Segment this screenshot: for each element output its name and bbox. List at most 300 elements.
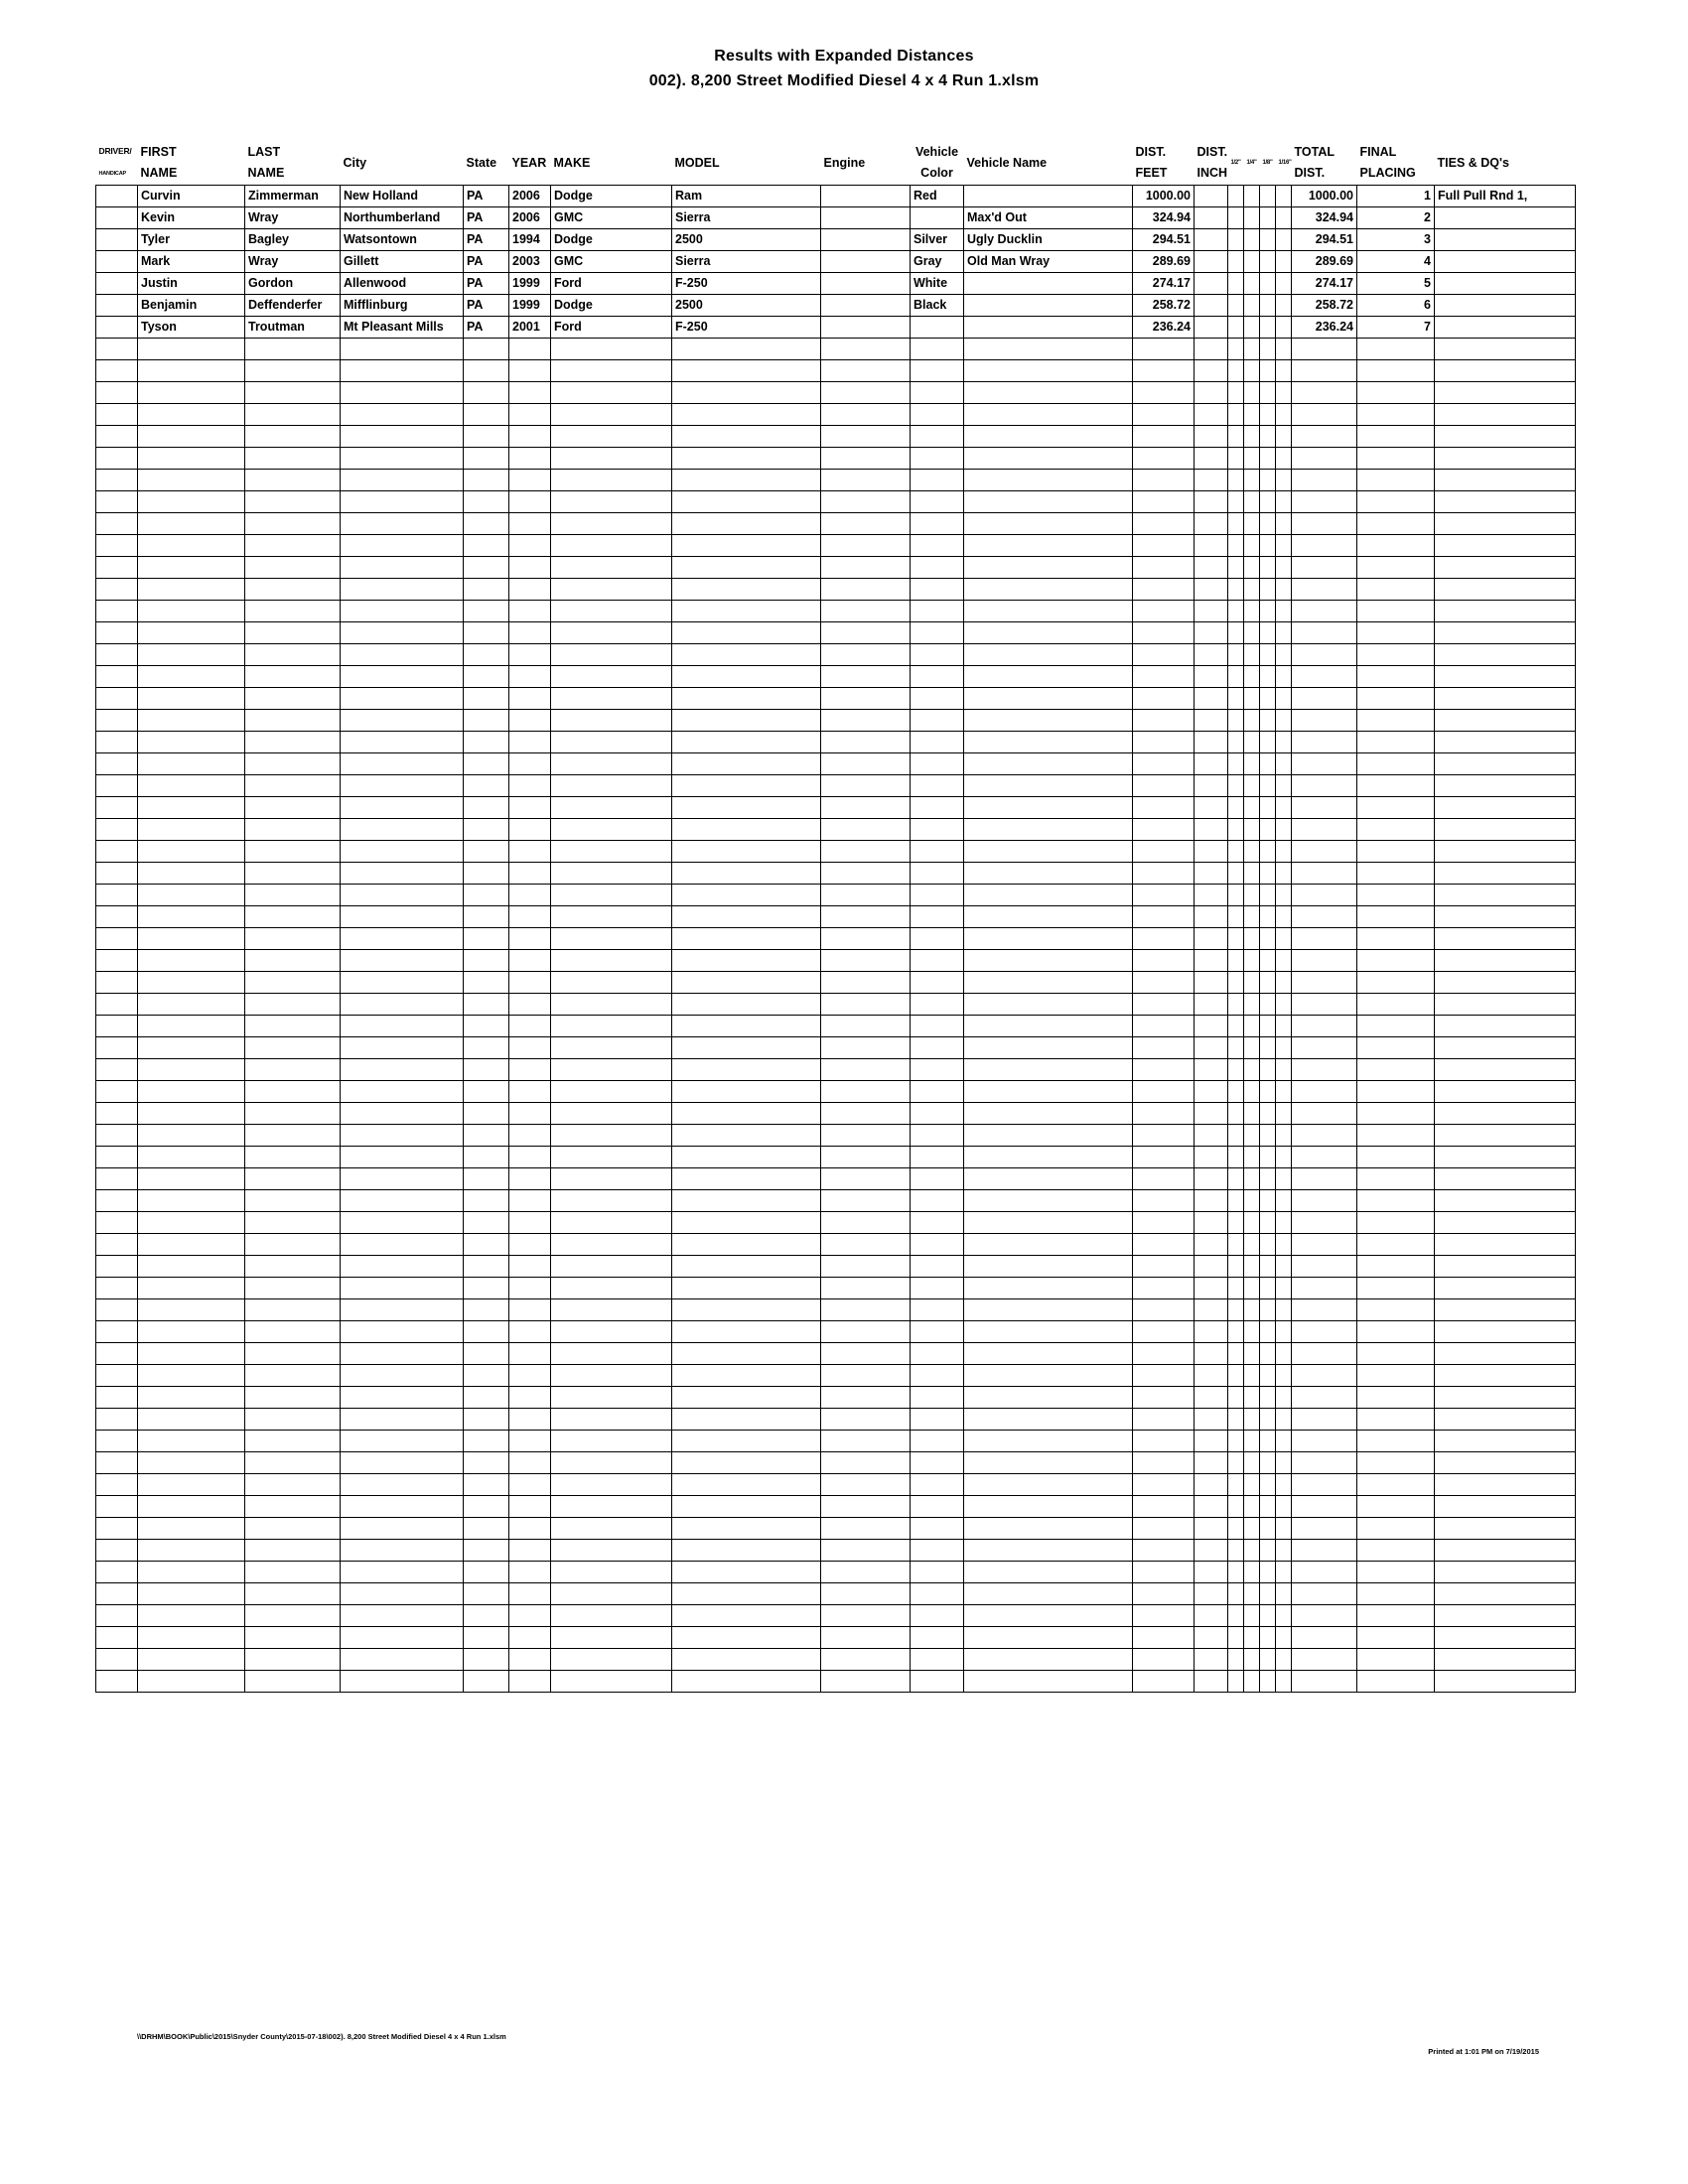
cell-empty: [138, 819, 245, 841]
cell-empty: [1133, 1343, 1195, 1365]
cell-empty: [341, 1540, 464, 1562]
cell-empty: [1244, 382, 1260, 404]
cell-empty: [1435, 622, 1576, 644]
cell-empty: [464, 382, 509, 404]
cell-fraction-half: [1228, 295, 1244, 317]
cell-empty: [1133, 601, 1195, 622]
cell-empty: [1276, 1562, 1292, 1583]
cell-empty: [1276, 1059, 1292, 1081]
cell-empty: [1228, 1168, 1244, 1190]
header-first-name-line1: FIRST: [140, 145, 177, 159]
cell-empty: [1244, 491, 1260, 513]
cell-empty: [341, 1496, 464, 1518]
header-state: State: [466, 155, 497, 170]
table-row-empty: [96, 1562, 1576, 1583]
cell-empty: [1435, 1321, 1576, 1343]
cell-city: New Holland: [341, 186, 464, 207]
cell-empty: [1133, 1518, 1195, 1540]
cell-empty: [911, 1518, 964, 1540]
cell-dist-inch: [1195, 207, 1228, 229]
cell-empty: [96, 1037, 138, 1059]
cell-empty: [551, 950, 672, 972]
header-driver-id-line2: HANDICAP: [98, 171, 126, 177]
cell-fraction-eighth: [1260, 251, 1276, 273]
cell-empty: [672, 841, 821, 863]
cell-empty: [341, 1037, 464, 1059]
cell-vehicle-color: Red: [911, 186, 964, 207]
cell-empty: [1133, 360, 1195, 382]
cell-empty: [911, 1234, 964, 1256]
cell-empty: [551, 1278, 672, 1299]
cell-empty: [138, 382, 245, 404]
cell-empty: [1133, 1496, 1195, 1518]
cell-empty: [341, 1081, 464, 1103]
cell-last-name: Bagley: [245, 229, 341, 251]
cell-empty: [1228, 1387, 1244, 1409]
cell-empty: [1133, 1474, 1195, 1496]
cell-empty: [911, 994, 964, 1016]
cell-empty: [464, 1103, 509, 1125]
cell-empty: [1357, 1409, 1435, 1431]
cell-empty: [821, 928, 911, 950]
cell-empty: [911, 1278, 964, 1299]
cell-empty: [138, 1147, 245, 1168]
cell-empty: [1435, 666, 1576, 688]
cell-empty: [138, 1168, 245, 1190]
cell-empty: [1357, 1627, 1435, 1649]
cell-empty: [821, 753, 911, 775]
cell-empty: [1228, 906, 1244, 928]
cell-empty: [1228, 1627, 1244, 1649]
cell-empty: [96, 622, 138, 644]
header-dist-feet-line2: FEET: [1135, 166, 1168, 180]
cell-empty: [821, 1671, 911, 1693]
cell-empty: [964, 972, 1133, 994]
cell-fraction-eighth: [1260, 207, 1276, 229]
cell-empty: [551, 644, 672, 666]
cell-empty: [672, 644, 821, 666]
cell-empty: [1357, 535, 1435, 557]
cell-make: Ford: [551, 317, 672, 339]
cell-empty: [1228, 448, 1244, 470]
cell-empty: [1195, 644, 1228, 666]
cell-dist-feet: 236.24: [1133, 317, 1195, 339]
cell-empty: [1276, 601, 1292, 622]
cell-empty: [1260, 1299, 1276, 1321]
cell-empty: [96, 1474, 138, 1496]
cell-empty: [341, 1147, 464, 1168]
cell-empty: [821, 1059, 911, 1081]
cell-empty: [964, 841, 1133, 863]
header-fraction-half: 1/2": [1230, 159, 1241, 166]
cell-total-dist: 236.24: [1292, 317, 1357, 339]
cell-empty: [96, 1627, 138, 1649]
cell-empty: [464, 950, 509, 972]
cell-empty: [1244, 644, 1260, 666]
cell-empty: [672, 557, 821, 579]
results-table-body: [96, 186, 1576, 1693]
cell-empty: [464, 928, 509, 950]
cell-empty: [509, 360, 551, 382]
cell-empty: [964, 1474, 1133, 1496]
cell-empty: [1244, 928, 1260, 950]
cell-empty: [911, 1496, 964, 1518]
table-row-empty: [96, 710, 1576, 732]
cell-empty: [1435, 644, 1576, 666]
cell-empty: [1195, 1081, 1228, 1103]
cell-empty: [672, 601, 821, 622]
cell-empty: [341, 1365, 464, 1387]
cell-empty: [341, 1452, 464, 1474]
header-year: YEAR: [511, 155, 547, 170]
cell-empty: [96, 688, 138, 710]
cell-empty: [1260, 753, 1276, 775]
cell-empty: [96, 1518, 138, 1540]
cell-empty: [911, 753, 964, 775]
cell-empty: [1435, 1671, 1576, 1693]
cell-empty: [1435, 1168, 1576, 1190]
cell-empty: [1292, 622, 1357, 644]
cell-empty: [551, 1081, 672, 1103]
cell-empty: [1133, 688, 1195, 710]
cell-empty: [551, 339, 672, 360]
cell-empty: [964, 906, 1133, 928]
cell-empty: [672, 535, 821, 557]
report-subtitle: 002). 8,200 Street Modified Diesel 4 x 4 Run 1.xlsm: [648, 72, 1040, 89]
cell-empty: [821, 1649, 911, 1671]
footer-printed-timestamp: Printed at 1:01 PM on 7/19/2015: [1428, 2047, 1539, 2056]
cell-empty: [138, 928, 245, 950]
cell-empty: [96, 950, 138, 972]
cell-empty: [1292, 753, 1357, 775]
cell-empty: [1435, 1125, 1576, 1147]
cell-empty: [1292, 1540, 1357, 1562]
cell-empty: [1228, 1343, 1244, 1365]
cell-empty: [341, 622, 464, 644]
cell-empty: [1435, 1627, 1576, 1649]
table-row-empty: [96, 491, 1576, 513]
cell-empty: [911, 1059, 964, 1081]
header-vehicle-name: Vehicle Name: [966, 155, 1048, 170]
cell-empty: [1244, 1649, 1260, 1671]
cell-empty: [1244, 1387, 1260, 1409]
cell-empty: [821, 1562, 911, 1583]
cell-empty: [1260, 1409, 1276, 1431]
footer-file-path: \\DRHM\BOOK\Public\2015\Snyder County\2015-07-18\002). 8,200 Street Modified Diesel 4 x 4 Run 1.xlsm: [137, 2032, 506, 2041]
cell-empty: [509, 1474, 551, 1496]
header-first-name: [138, 141, 245, 186]
cell-empty: [245, 1649, 341, 1671]
cell-empty: [341, 404, 464, 426]
cell-empty: [1292, 1278, 1357, 1299]
header-first-name-line2: NAME: [140, 166, 178, 180]
cell-empty: [509, 491, 551, 513]
cell-empty: [509, 928, 551, 950]
cell-empty: [672, 1387, 821, 1409]
cell-empty: [138, 797, 245, 819]
cell-empty: [821, 1190, 911, 1212]
cell-empty: [1276, 1168, 1292, 1190]
cell-empty: [138, 535, 245, 557]
cell-fraction-quarter: [1244, 317, 1260, 339]
cell-empty: [1260, 404, 1276, 426]
cell-empty: [1276, 557, 1292, 579]
cell-empty: [1244, 775, 1260, 797]
cell-year: 1999: [509, 273, 551, 295]
cell-empty: [551, 819, 672, 841]
cell-empty: [138, 1431, 245, 1452]
cell-empty: [1276, 1147, 1292, 1168]
cell-empty: [1244, 360, 1260, 382]
cell-empty: [96, 863, 138, 885]
cell-empty: [911, 644, 964, 666]
cell-empty: [911, 1103, 964, 1125]
cell-empty: [911, 1562, 964, 1583]
cell-fraction-half: [1228, 229, 1244, 251]
cell-empty: [911, 688, 964, 710]
cell-empty: [509, 1234, 551, 1256]
cell-empty: [672, 404, 821, 426]
cell-empty: [551, 1562, 672, 1583]
cell-fraction-quarter: [1244, 207, 1260, 229]
cell-empty: [138, 1299, 245, 1321]
cell-empty: [1357, 1562, 1435, 1583]
cell-empty: [245, 513, 341, 535]
cell-empty: [245, 1562, 341, 1583]
cell-vehicle-name: [964, 295, 1133, 317]
cell-empty: [1133, 841, 1195, 863]
cell-empty: [138, 579, 245, 601]
cell-empty: [1292, 797, 1357, 819]
table-row-empty: [96, 1081, 1576, 1103]
cell-empty: [1276, 710, 1292, 732]
cell-engine: [821, 229, 911, 251]
cell-dist-inch: [1195, 295, 1228, 317]
cell-empty: [1260, 1016, 1276, 1037]
cell-empty: [1292, 1562, 1357, 1583]
cell-empty: [964, 797, 1133, 819]
cell-empty: [551, 491, 672, 513]
cell-empty: [1228, 644, 1244, 666]
cell-empty: [1195, 928, 1228, 950]
cell-empty: [1435, 1649, 1576, 1671]
cell-empty: [464, 1431, 509, 1452]
cell-empty: [1260, 1168, 1276, 1190]
cell-empty: [341, 1518, 464, 1540]
cell-empty: [1195, 1649, 1228, 1671]
cell-empty: [821, 448, 911, 470]
cell-empty: [964, 1409, 1133, 1431]
cell-empty: [1195, 1518, 1228, 1540]
cell-empty: [341, 1649, 464, 1671]
cell-empty: [1276, 1278, 1292, 1299]
cell-empty: [1195, 841, 1228, 863]
cell-empty: [341, 1321, 464, 1343]
table-row-empty: [96, 775, 1576, 797]
cell-empty: [911, 1081, 964, 1103]
cell-empty: [341, 535, 464, 557]
cell-empty: [551, 1125, 672, 1147]
cell-empty: [964, 1387, 1133, 1409]
cell-empty: [911, 666, 964, 688]
cell-empty: [911, 732, 964, 753]
cell-empty: [1244, 732, 1260, 753]
cell-vehicle-name: Max'd Out: [964, 207, 1133, 229]
cell-empty: [1276, 1627, 1292, 1649]
cell-state: PA: [464, 186, 509, 207]
cell-empty: [96, 1321, 138, 1343]
header-dist-inch-line1: DIST.: [1196, 145, 1228, 159]
cell-state: PA: [464, 251, 509, 273]
cell-empty: [551, 1496, 672, 1518]
cell-empty: [1133, 972, 1195, 994]
cell-empty: [1260, 579, 1276, 601]
cell-empty: [821, 1409, 911, 1431]
cell-empty: [245, 1321, 341, 1343]
cell-empty: [138, 841, 245, 863]
cell-empty: [341, 1387, 464, 1409]
cell-empty: [138, 1234, 245, 1256]
cell-empty: [464, 1299, 509, 1321]
cell-empty: [1244, 1671, 1260, 1693]
cell-model: F-250: [672, 317, 821, 339]
cell-empty: [821, 885, 911, 906]
cell-empty: [1133, 1256, 1195, 1278]
cell-empty: [672, 732, 821, 753]
cell-empty: [245, 1365, 341, 1387]
cell-empty: [672, 1321, 821, 1343]
cell-empty: [245, 1234, 341, 1256]
cell-empty: [1292, 1059, 1357, 1081]
cell-empty: [509, 819, 551, 841]
cell-empty: [96, 470, 138, 491]
cell-empty: [672, 1605, 821, 1627]
cell-empty: [1435, 950, 1576, 972]
cell-empty: [245, 906, 341, 928]
cell-empty: [1260, 1037, 1276, 1059]
cell-empty: [138, 470, 245, 491]
cell-empty: [509, 1562, 551, 1583]
cell-empty: [911, 491, 964, 513]
table-row-empty: [96, 1671, 1576, 1693]
cell-empty: [138, 1562, 245, 1583]
cell-empty: [964, 1518, 1133, 1540]
cell-empty: [509, 797, 551, 819]
cell-empty: [672, 710, 821, 732]
cell-empty: [1260, 1671, 1276, 1693]
cell-empty: [551, 1190, 672, 1212]
cell-empty: [1276, 1671, 1292, 1693]
cell-empty: [1435, 732, 1576, 753]
cell-empty: [1244, 1278, 1260, 1299]
cell-empty: [1244, 1518, 1260, 1540]
cell-empty: [964, 885, 1133, 906]
cell-empty: [509, 1125, 551, 1147]
cell-empty: [1244, 972, 1260, 994]
cell-empty: [1292, 928, 1357, 950]
cell-empty: [1276, 404, 1292, 426]
cell-empty: [1435, 841, 1576, 863]
cell-empty: [464, 1278, 509, 1299]
cell-empty: [911, 339, 964, 360]
cell-empty: [911, 1037, 964, 1059]
cell-empty: [1276, 1583, 1292, 1605]
cell-vehicle-color: Silver: [911, 229, 964, 251]
cell-empty: [245, 1605, 341, 1627]
cell-empty: [551, 797, 672, 819]
cell-empty: [464, 841, 509, 863]
cell-empty: [1195, 491, 1228, 513]
cell-empty: [245, 1212, 341, 1234]
cell-empty: [464, 1212, 509, 1234]
cell-empty: [245, 1168, 341, 1190]
cell-empty: [672, 1649, 821, 1671]
cell-empty: [1292, 1671, 1357, 1693]
cell-empty: [551, 382, 672, 404]
cell-empty: [96, 906, 138, 928]
cell-empty: [1292, 819, 1357, 841]
cell-empty: [509, 841, 551, 863]
cell-empty: [821, 491, 911, 513]
cell-empty: [1228, 1234, 1244, 1256]
table-row-empty: [96, 819, 1576, 841]
cell-empty: [96, 644, 138, 666]
cell-empty: [509, 1037, 551, 1059]
cell-empty: [1228, 1649, 1244, 1671]
cell-empty: [1435, 339, 1576, 360]
cell-empty: [1357, 644, 1435, 666]
cell-empty: [1244, 885, 1260, 906]
cell-empty: [1133, 732, 1195, 753]
cell-empty: [138, 448, 245, 470]
cell-empty: [1292, 360, 1357, 382]
cell-empty: [551, 557, 672, 579]
cell-vehicle-color: Gray: [911, 251, 964, 273]
cell-empty: [341, 710, 464, 732]
cell-empty: [1244, 601, 1260, 622]
cell-empty: [245, 1125, 341, 1147]
cell-empty: [1260, 448, 1276, 470]
cell-empty: [1435, 1540, 1576, 1562]
cell-empty: [1292, 950, 1357, 972]
cell-empty: [1133, 491, 1195, 513]
cell-empty: [341, 1605, 464, 1627]
cell-empty: [1195, 1583, 1228, 1605]
cell-empty: [1195, 972, 1228, 994]
table-row-empty: [96, 622, 1576, 644]
cell-empty: [1228, 950, 1244, 972]
cell-empty: [821, 1147, 911, 1168]
cell-empty: [964, 1431, 1133, 1452]
cell-empty: [551, 360, 672, 382]
cell-empty: [1133, 1605, 1195, 1627]
cell-empty: [964, 1212, 1133, 1234]
cell-empty: [96, 1103, 138, 1125]
cell-total-dist: 274.17: [1292, 273, 1357, 295]
cell-dist-inch: [1195, 251, 1228, 273]
cell-empty: [1228, 1583, 1244, 1605]
cell-empty: [821, 1168, 911, 1190]
cell-empty: [509, 885, 551, 906]
cell-vehicle-name: [964, 186, 1133, 207]
cell-empty: [509, 994, 551, 1016]
cell-empty: [672, 622, 821, 644]
cell-empty: [911, 448, 964, 470]
cell-empty: [96, 1431, 138, 1452]
cell-empty: [96, 426, 138, 448]
cell-empty: [1260, 863, 1276, 885]
cell-empty: [1195, 404, 1228, 426]
